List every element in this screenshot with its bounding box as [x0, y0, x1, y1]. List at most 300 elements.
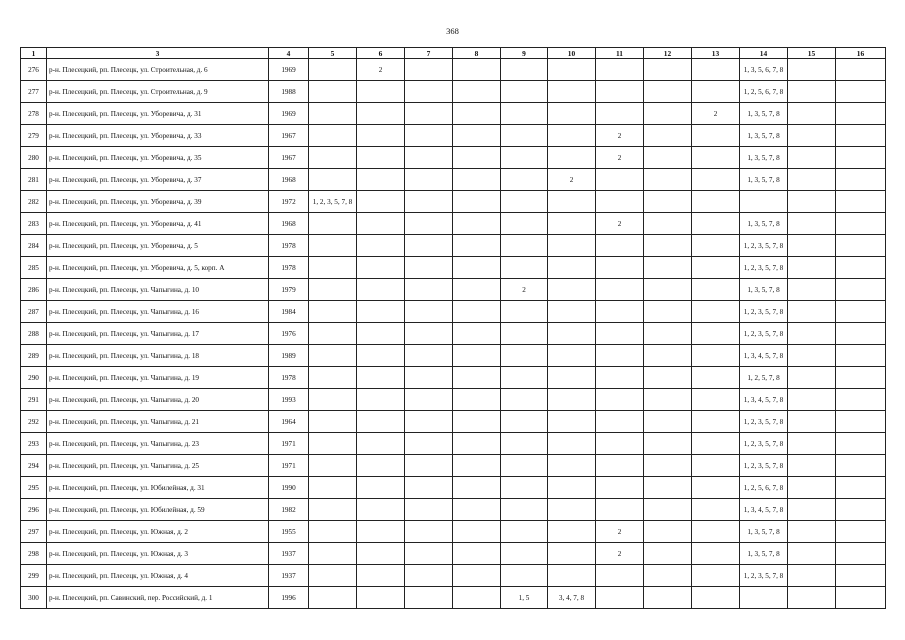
table-cell	[501, 213, 548, 235]
address-cell: р-н. Плесецкий, рп. Плесецк, ул. Южная, д. 2	[47, 521, 269, 543]
table-cell	[548, 389, 596, 411]
table-cell	[501, 191, 548, 213]
table-cell	[501, 367, 548, 389]
table-cell	[548, 59, 596, 81]
table-cell	[644, 213, 692, 235]
table-cell	[501, 411, 548, 433]
table-row	[21, 125, 886, 147]
table-cell	[309, 147, 357, 169]
table-cell	[501, 543, 548, 565]
table-cell	[357, 543, 405, 565]
year-cell: 1972	[269, 191, 309, 213]
table-cell	[357, 103, 405, 125]
table-cell	[501, 433, 548, 455]
column-header: 10	[548, 48, 596, 59]
table-cell	[788, 279, 836, 301]
table-cell	[644, 301, 692, 323]
table-cell	[309, 345, 357, 367]
table-cell	[309, 301, 357, 323]
table-cell	[596, 169, 644, 191]
table-cell	[596, 279, 644, 301]
table-cell	[596, 499, 644, 521]
table-cell	[405, 59, 453, 81]
table-cell	[357, 235, 405, 257]
table-cell	[405, 257, 453, 279]
table-cell	[548, 565, 596, 587]
table-cell	[836, 477, 886, 499]
table-cell	[309, 499, 357, 521]
table-cell	[405, 213, 453, 235]
table-cell	[788, 389, 836, 411]
table-body	[21, 59, 886, 609]
table-cell	[836, 433, 886, 455]
table-cell	[644, 477, 692, 499]
table-cell	[596, 411, 644, 433]
column-header: 11	[596, 48, 644, 59]
table-cell	[357, 345, 405, 367]
year-cell: 1988	[269, 81, 309, 103]
table-cell	[501, 345, 548, 367]
table-cell: 1, 3, 4, 5, 7, 8	[740, 499, 788, 521]
table-cell: 2	[501, 279, 548, 301]
table-cell: 1, 2, 3, 5, 7, 8	[740, 323, 788, 345]
table-cell	[644, 367, 692, 389]
address-cell: р-н. Плесецкий, рп. Плесецк, ул. Чапыгина, д. 20	[47, 389, 269, 411]
table-cell	[644, 411, 692, 433]
table-cell	[596, 455, 644, 477]
table-cell	[692, 565, 740, 587]
table-row	[21, 433, 886, 455]
table-cell	[788, 103, 836, 125]
address-cell: р-н. Плесецкий, рп. Плесецк, ул. Чапыгина, д. 21	[47, 411, 269, 433]
table-row	[21, 81, 886, 103]
table-cell	[309, 389, 357, 411]
year-cell: 1968	[269, 213, 309, 235]
table-cell	[405, 477, 453, 499]
table-cell	[501, 59, 548, 81]
address-cell: р-н. Плесецкий, рп. Плесецк, ул. Южная, д. 3	[47, 543, 269, 565]
table-cell	[501, 389, 548, 411]
table-cell	[453, 213, 501, 235]
table-row	[21, 147, 886, 169]
table-cell	[644, 543, 692, 565]
table-cell: 2	[596, 543, 644, 565]
table-cell	[405, 147, 453, 169]
table-cell	[501, 301, 548, 323]
table-cell	[405, 411, 453, 433]
table-cell	[405, 169, 453, 191]
table-cell	[836, 455, 886, 477]
table-cell: 1, 3, 4, 5, 7, 8	[740, 345, 788, 367]
table-cell	[788, 235, 836, 257]
table-cell	[836, 301, 886, 323]
table-cell	[692, 433, 740, 455]
table-cell	[501, 455, 548, 477]
table-cell: 1, 3, 4, 5, 7, 8	[740, 389, 788, 411]
table-row	[21, 279, 886, 301]
table-cell	[836, 411, 886, 433]
table-cell: 1, 2, 3, 5, 7, 8	[740, 411, 788, 433]
table-cell	[309, 257, 357, 279]
table-cell	[548, 543, 596, 565]
table-cell	[309, 213, 357, 235]
year-cell: 1982	[269, 499, 309, 521]
table-cell: 1, 5	[501, 587, 548, 609]
table-cell	[548, 433, 596, 455]
table-cell: 1, 3, 5, 7, 8	[740, 125, 788, 147]
table-cell	[309, 411, 357, 433]
table-cell	[692, 367, 740, 389]
table-cell	[548, 521, 596, 543]
table-cell	[501, 323, 548, 345]
row-number-cell: 277	[21, 81, 47, 103]
address-cell: р-н. Плесецкий, рп. Плесецк, ул. Чапыгина, д. 16	[47, 301, 269, 323]
table-cell	[692, 521, 740, 543]
table-cell	[309, 323, 357, 345]
table-cell	[788, 81, 836, 103]
table-cell	[692, 81, 740, 103]
table-cell: 1, 2, 3, 5, 7, 8	[740, 433, 788, 455]
table-cell	[644, 103, 692, 125]
table-cell	[788, 411, 836, 433]
address-cell: р-н. Плесецкий, рп. Плесецк, ул. Строительная, д. 9	[47, 81, 269, 103]
table-cell	[309, 565, 357, 587]
table-cell	[596, 389, 644, 411]
table-cell	[453, 367, 501, 389]
table-cell	[309, 59, 357, 81]
table-cell	[788, 455, 836, 477]
table-cell	[836, 499, 886, 521]
table-cell	[357, 499, 405, 521]
table-cell	[692, 499, 740, 521]
table-cell	[836, 235, 886, 257]
table-cell	[692, 191, 740, 213]
table-cell	[644, 191, 692, 213]
table-cell	[596, 59, 644, 81]
row-number-cell: 286	[21, 279, 47, 301]
table-cell	[357, 147, 405, 169]
table-cell	[692, 59, 740, 81]
table-row	[21, 235, 886, 257]
table-row	[21, 587, 886, 609]
table-row	[21, 345, 886, 367]
table-cell	[309, 125, 357, 147]
address-cell: р-н. Плесецкий, рп. Плесецк, ул. Уборевича, д. 41	[47, 213, 269, 235]
table-cell	[596, 257, 644, 279]
table-cell	[740, 587, 788, 609]
table-row	[21, 499, 886, 521]
table-cell: 1, 2, 3, 5, 7, 8	[740, 301, 788, 323]
column-header: 13	[692, 48, 740, 59]
address-cell: р-н. Плесецкий, рп. Плесецк, ул. Чапыгина, д. 17	[47, 323, 269, 345]
table-cell	[644, 433, 692, 455]
row-number-cell: 298	[21, 543, 47, 565]
table-cell	[644, 125, 692, 147]
row-number-cell: 290	[21, 367, 47, 389]
table-cell	[453, 169, 501, 191]
table-cell	[692, 125, 740, 147]
table-cell	[644, 521, 692, 543]
table-row	[21, 565, 886, 587]
table-cell	[501, 257, 548, 279]
table-cell	[453, 147, 501, 169]
table-cell	[836, 345, 886, 367]
table-cell	[692, 455, 740, 477]
table-cell	[309, 433, 357, 455]
table-cell	[453, 587, 501, 609]
table-row	[21, 455, 886, 477]
table-cell	[453, 345, 501, 367]
table-cell	[692, 389, 740, 411]
row-number-cell: 287	[21, 301, 47, 323]
year-cell: 1984	[269, 301, 309, 323]
table-cell	[740, 191, 788, 213]
column-header: 16	[836, 48, 886, 59]
page-number: 368	[446, 26, 459, 36]
table-row	[21, 367, 886, 389]
address-cell: р-н. Плесецкий, рп. Плесецк, ул. Чапыгина, д. 25	[47, 455, 269, 477]
table-cell	[644, 345, 692, 367]
table-cell	[309, 587, 357, 609]
row-number-cell: 281	[21, 169, 47, 191]
table-cell	[405, 345, 453, 367]
table-cell: 2	[692, 103, 740, 125]
table-cell	[692, 587, 740, 609]
table-cell	[357, 521, 405, 543]
table-cell: 1, 3, 5, 7, 8	[740, 169, 788, 191]
table-cell: 2	[596, 213, 644, 235]
table-cell	[405, 323, 453, 345]
table-cell	[357, 323, 405, 345]
table-cell	[309, 455, 357, 477]
column-header: 9	[501, 48, 548, 59]
table-cell	[692, 169, 740, 191]
table-cell	[788, 301, 836, 323]
column-header: 4	[269, 48, 309, 59]
row-number-cell: 296	[21, 499, 47, 521]
table-cell	[548, 345, 596, 367]
table-cell	[309, 367, 357, 389]
table-row	[21, 257, 886, 279]
table-cell	[788, 323, 836, 345]
table-cell	[453, 433, 501, 455]
table-cell	[836, 81, 886, 103]
table-cell	[692, 213, 740, 235]
address-cell: р-н. Плесецкий, рп. Плесецк, ул. Юбилейная, д. 59	[47, 499, 269, 521]
table-cell	[644, 389, 692, 411]
table-cell	[405, 235, 453, 257]
table-cell	[644, 147, 692, 169]
table-cell	[405, 455, 453, 477]
year-cell: 1955	[269, 521, 309, 543]
table-cell	[788, 191, 836, 213]
table-row	[21, 389, 886, 411]
table-cell	[692, 323, 740, 345]
table-cell	[548, 81, 596, 103]
table-cell	[357, 389, 405, 411]
table-cell	[405, 521, 453, 543]
table-cell	[453, 191, 501, 213]
table-cell	[405, 301, 453, 323]
year-cell: 1971	[269, 433, 309, 455]
table-cell	[453, 411, 501, 433]
table-cell	[788, 169, 836, 191]
table-cell: 1, 2, 5, 6, 7, 8	[740, 477, 788, 499]
table-cell	[596, 235, 644, 257]
table-cell: 2	[596, 521, 644, 543]
table-cell	[405, 125, 453, 147]
row-number-cell: 276	[21, 59, 47, 81]
table-cell	[405, 565, 453, 587]
table-cell	[309, 81, 357, 103]
table-cell	[501, 499, 548, 521]
year-cell: 1979	[269, 279, 309, 301]
table-cell	[405, 103, 453, 125]
table-cell	[788, 543, 836, 565]
table-cell: 1, 2, 3, 5, 7, 8	[740, 565, 788, 587]
table-cell: 1, 2, 5, 7, 8	[740, 367, 788, 389]
year-cell: 1971	[269, 455, 309, 477]
table-cell	[357, 81, 405, 103]
table-cell	[596, 323, 644, 345]
table-row	[21, 543, 886, 565]
table-cell	[405, 543, 453, 565]
year-cell: 1964	[269, 411, 309, 433]
table-cell	[596, 367, 644, 389]
table-cell	[309, 169, 357, 191]
table-cell	[548, 103, 596, 125]
table-cell	[692, 147, 740, 169]
table-cell	[453, 235, 501, 257]
table-cell	[644, 257, 692, 279]
address-cell: р-н. Плесецкий, рп. Плесецк, ул. Уборевича, д. 31	[47, 103, 269, 125]
table-cell	[788, 147, 836, 169]
table-cell	[788, 521, 836, 543]
table-cell	[453, 389, 501, 411]
row-number-cell: 293	[21, 433, 47, 455]
table-cell	[453, 477, 501, 499]
table-cell	[788, 499, 836, 521]
year-cell: 1967	[269, 147, 309, 169]
table-cell	[357, 301, 405, 323]
year-cell: 1969	[269, 103, 309, 125]
table-cell	[405, 367, 453, 389]
table-cell	[405, 587, 453, 609]
year-cell: 1978	[269, 235, 309, 257]
table-cell	[501, 103, 548, 125]
table-cell: 1, 2, 5, 6, 7, 8	[740, 81, 788, 103]
column-header: 14	[740, 48, 788, 59]
table-cell	[788, 587, 836, 609]
address-cell: р-н. Плесецкий, рп. Плесецк, ул. Уборевича, д. 33	[47, 125, 269, 147]
table-cell	[453, 301, 501, 323]
table-cell	[836, 257, 886, 279]
table-cell	[692, 345, 740, 367]
table-cell	[501, 147, 548, 169]
table-cell	[548, 147, 596, 169]
table-cell	[788, 59, 836, 81]
table-cell	[357, 477, 405, 499]
table-cell	[548, 279, 596, 301]
table-cell	[501, 169, 548, 191]
table-cell	[501, 125, 548, 147]
table-cell	[596, 587, 644, 609]
table-row	[21, 103, 886, 125]
table-cell	[692, 411, 740, 433]
table-cell	[309, 103, 357, 125]
table-cell	[405, 389, 453, 411]
table-cell	[644, 565, 692, 587]
table-cell: 2	[357, 59, 405, 81]
row-number-cell: 299	[21, 565, 47, 587]
year-cell: 1996	[269, 587, 309, 609]
table-cell	[453, 323, 501, 345]
table-cell	[548, 323, 596, 345]
address-cell: р-н. Плесецкий, рп. Плесецк, ул. Южная, д. 4	[47, 565, 269, 587]
table-cell	[501, 477, 548, 499]
column-header: 3	[47, 48, 269, 59]
address-cell: р-н. Плесецкий, рп. Плесецк, ул. Чапыгина, д. 23	[47, 433, 269, 455]
table-cell	[357, 213, 405, 235]
row-number-cell: 289	[21, 345, 47, 367]
table-cell	[644, 499, 692, 521]
table-cell: 2	[596, 147, 644, 169]
table-cell	[692, 279, 740, 301]
table-cell	[357, 411, 405, 433]
table-cell	[405, 191, 453, 213]
table-cell	[309, 477, 357, 499]
table-cell	[692, 477, 740, 499]
table-row	[21, 411, 886, 433]
table-cell	[453, 499, 501, 521]
table-cell	[596, 433, 644, 455]
column-header: 15	[788, 48, 836, 59]
table-cell	[453, 521, 501, 543]
table-cell	[357, 455, 405, 477]
year-cell: 1978	[269, 367, 309, 389]
table-cell	[453, 125, 501, 147]
address-cell: р-н. Плесецкий, рп. Плесецк, ул. Чапыгина, д. 19	[47, 367, 269, 389]
table-cell	[788, 565, 836, 587]
table-cell: 1, 3, 5, 7, 8	[740, 213, 788, 235]
column-header: 5	[309, 48, 357, 59]
table-cell: 1, 3, 5, 7, 8	[740, 103, 788, 125]
column-header: 1	[21, 48, 47, 59]
table-cell	[836, 213, 886, 235]
table-cell: 1, 2, 3, 5, 7, 8	[740, 257, 788, 279]
table-cell	[309, 235, 357, 257]
table-header-row	[21, 48, 886, 59]
table-cell	[405, 81, 453, 103]
table-cell	[692, 257, 740, 279]
table-row	[21, 169, 886, 191]
year-cell: 1989	[269, 345, 309, 367]
column-header: 12	[644, 48, 692, 59]
table-cell	[453, 81, 501, 103]
table-cell	[692, 301, 740, 323]
table-cell	[357, 257, 405, 279]
table-cell	[788, 213, 836, 235]
table-cell	[836, 521, 886, 543]
table-cell	[836, 587, 886, 609]
table-cell	[788, 125, 836, 147]
table-row	[21, 191, 886, 213]
row-number-cell: 294	[21, 455, 47, 477]
table-cell	[453, 543, 501, 565]
table-cell	[357, 169, 405, 191]
table-cell	[836, 543, 886, 565]
table-cell	[596, 301, 644, 323]
